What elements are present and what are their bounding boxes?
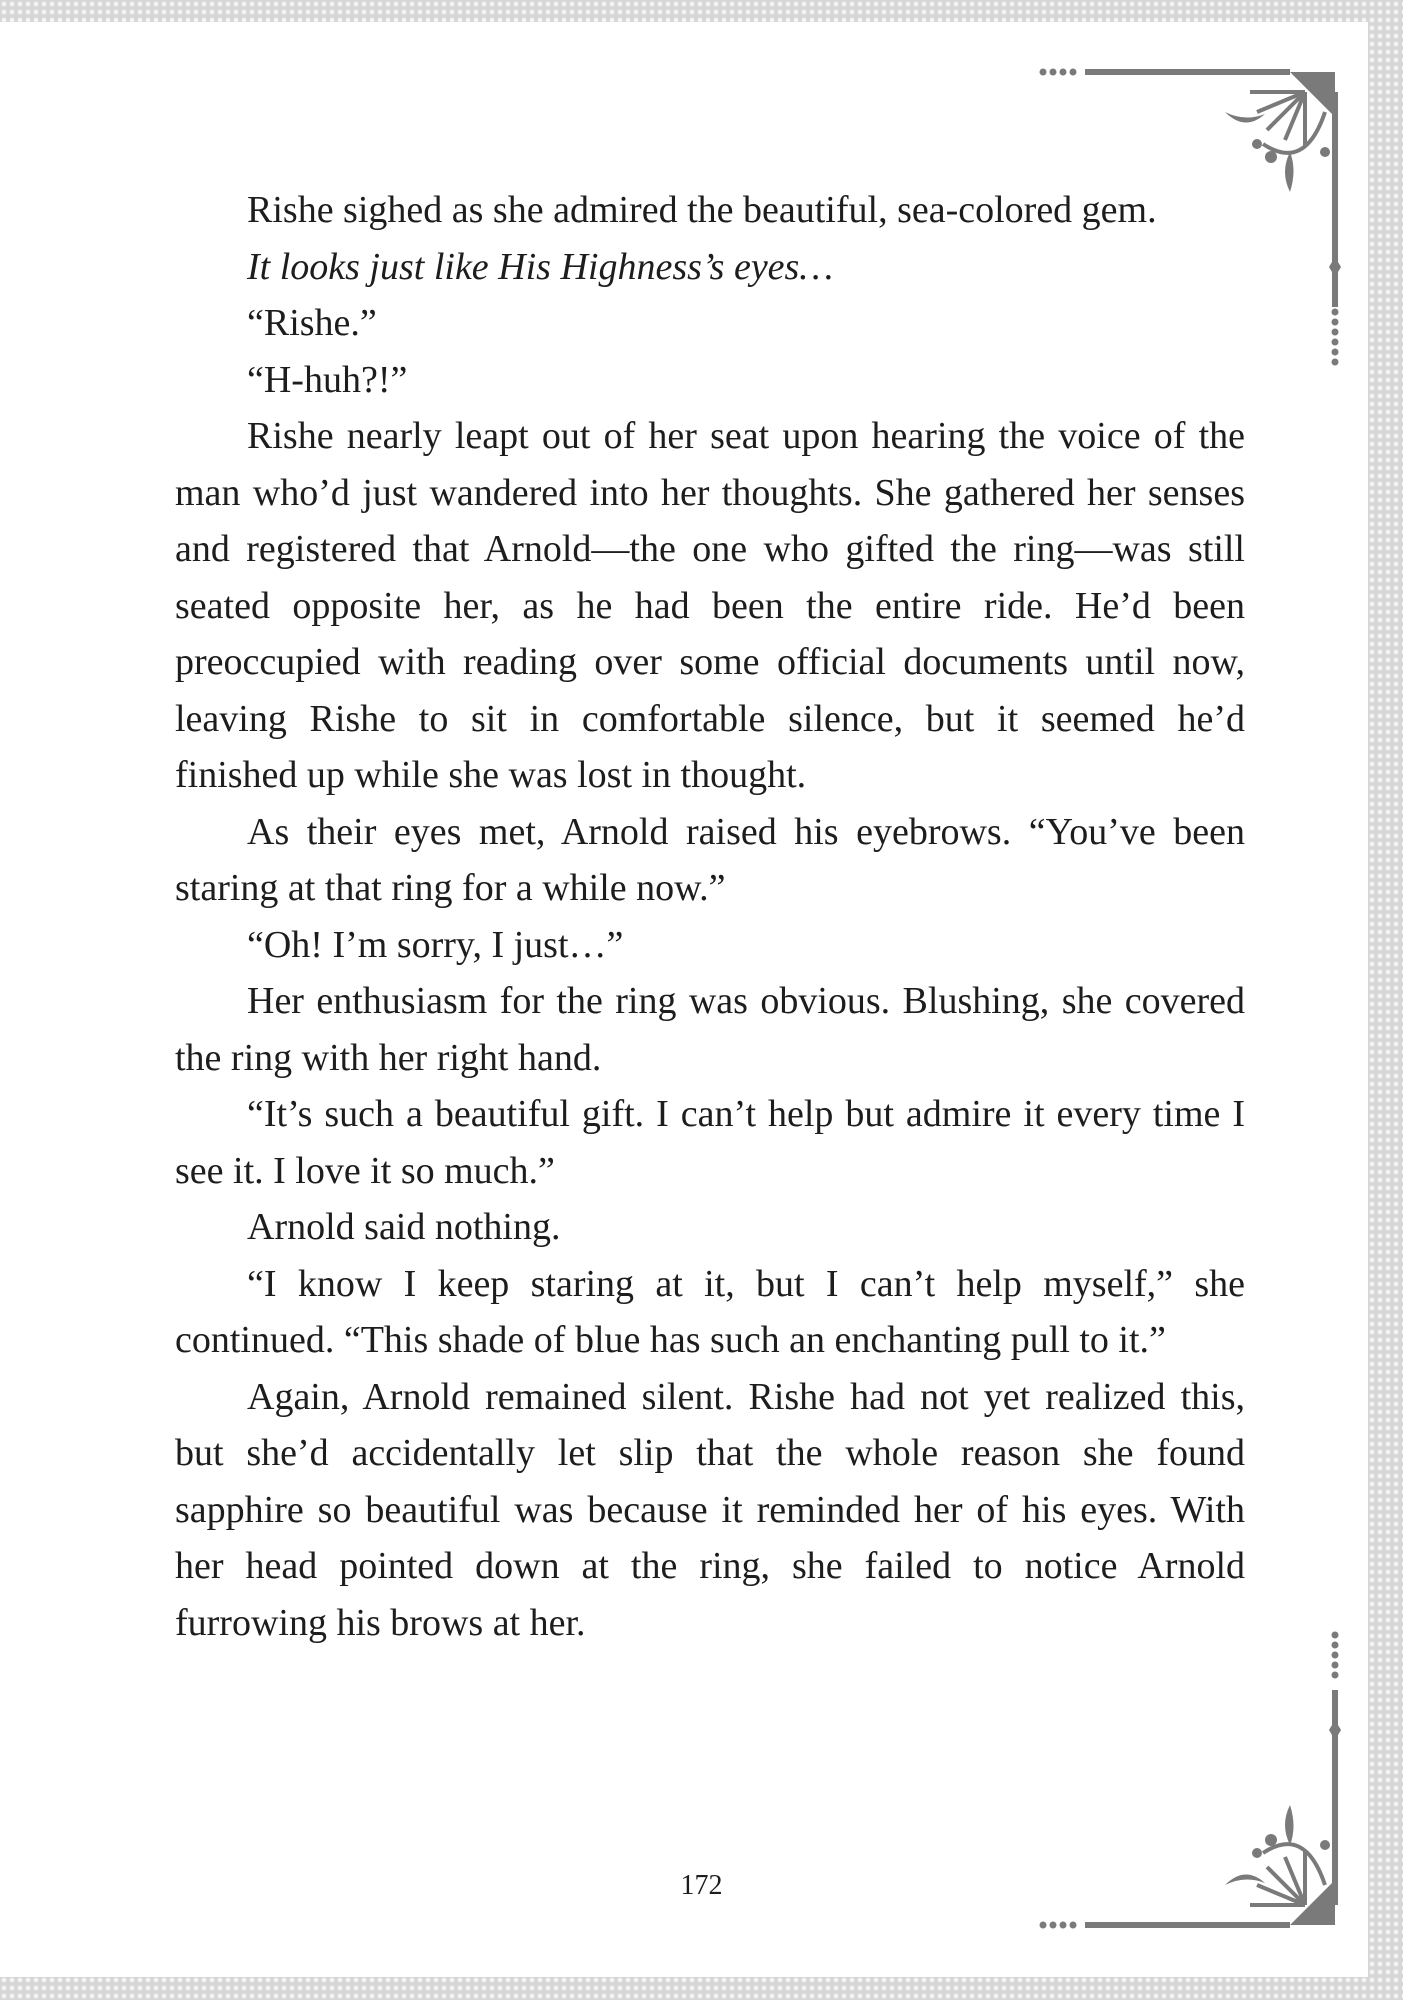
paragraph: “H-huh?!” [247, 358, 408, 401]
paragraph-italic-thought: It looks just like His Highness’s eyes… [247, 245, 834, 288]
paragraph: As their eyes met, Arnold raised his eyebrows. “You’ve been staring at that ring for a while now.” [175, 810, 1245, 909]
paragraph: Arnold said nothing. [247, 1206, 561, 1248]
paragraph: “Oh! I’m sorry, I just…” [247, 923, 624, 966]
paragraph: “Rishe.” [247, 302, 377, 344]
paragraph: Again, Arnold remained silent. Rishe had not yet realized this, but she’d accidentally let slip that the whole reason she found sapphire so beautiful was because it reminded her of his eyes. With her head pointed down at the ring, she failed to notice Arnold furrowing his brows at her. [175, 1375, 1245, 1644]
paragraph: “It’s such a beautiful gift. I can’t help but admire it every time I see it. I love it so much.” [175, 1093, 1245, 1192]
paragraph: Her enthusiasm for the ring was obvious. Blushing, she covered the ring with her right hand. [175, 980, 1245, 1079]
paragraph: Rishe nearly leapt out of her seat upon hearing the voice of the man who’d just wandered into her thoughts. She gathered her senses and registered that Arnold—the one who gifted the ring—was still seated opposite her, as he had been the entire ride. He’d been preoccupied with reading over some official documents until now, leaving Rishe to sit in comfortable silence, but it seemed he’d finished up while she was lost in thought. [175, 415, 1245, 796]
page-number: 172 [680, 1870, 723, 1901]
paragraph: Rishe sighed as she admired the beautiful, sea-colored gem. [247, 189, 1157, 231]
paragraph: “I know I keep staring at it, but I can’t help myself,” she continued. “This shade of blue has such an enchanting pull to it.” [175, 1262, 1245, 1361]
body-text [175, 182, 1245, 1651]
